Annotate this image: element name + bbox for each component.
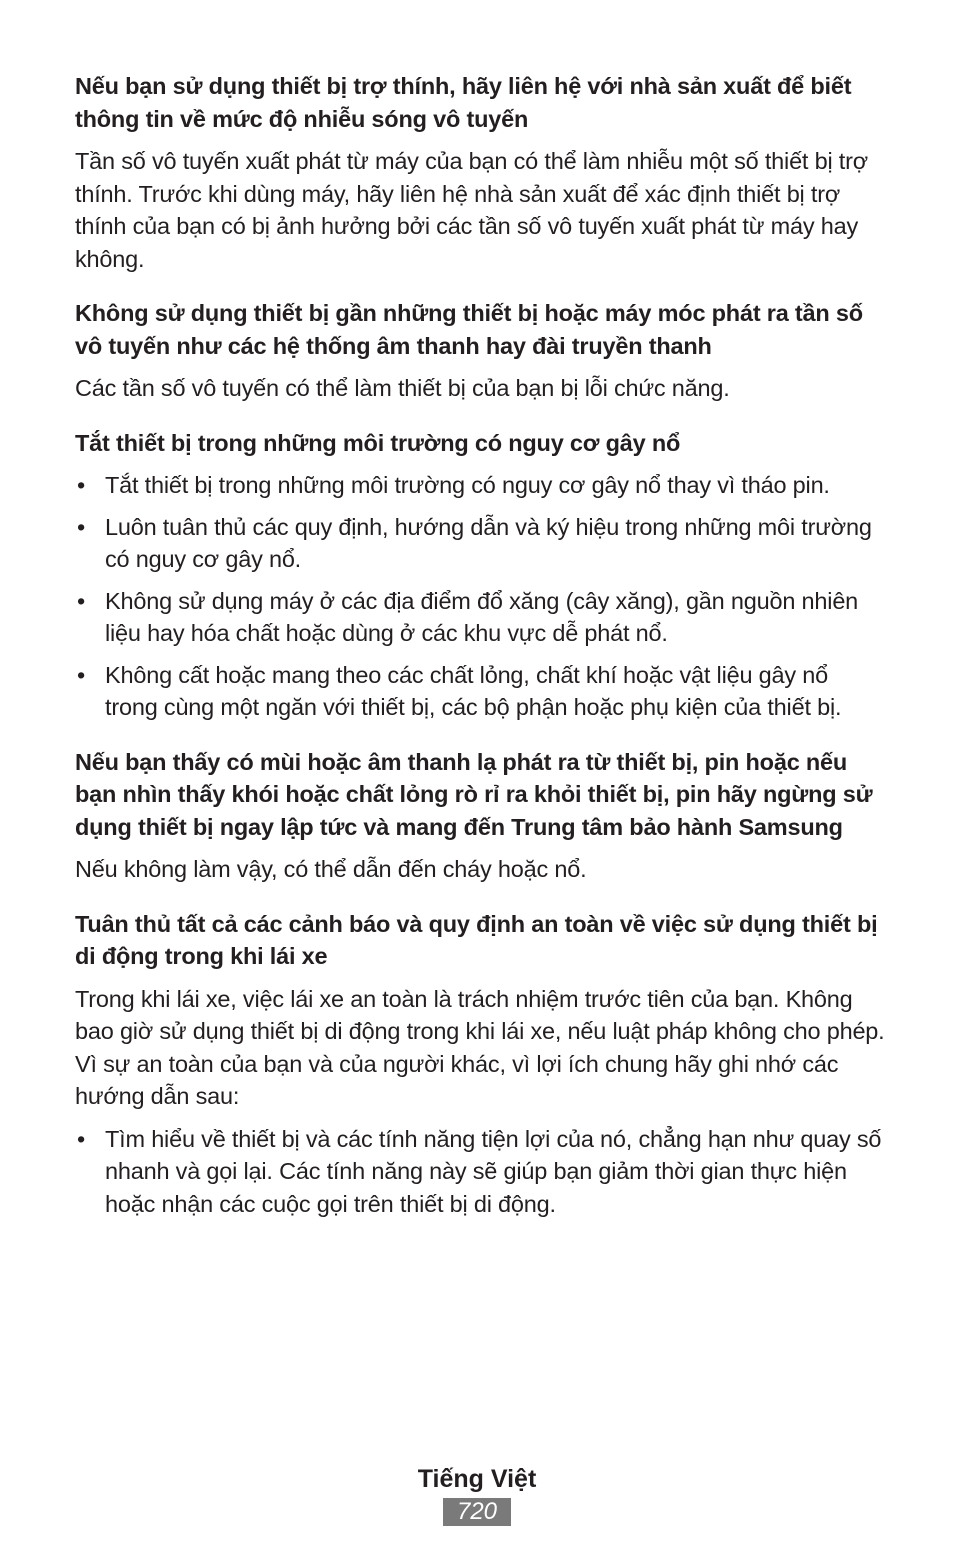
footer-language: Tiếng Việt <box>417 1465 537 1493</box>
page-number-badge: 720 <box>443 1498 511 1526</box>
page-footer <box>0 1462 954 1526</box>
bullet-icon: • <box>77 1125 86 1152</box>
bullet-list <box>75 469 885 724</box>
list-item-text: Không cất hoặc mang theo các chất lỏng, chất khí hoặc vật liệu gây nổ trong cùng một ngăn với thiết bị, các bộ phận hoặc phụ kiện của thiết bị. <box>105 661 842 720</box>
section-heading: Nếu bạn sử dụng thiết bị trợ thính, hãy liên hệ với nhà sản xuất để biết thông tin về mức độ nhiễu sóng vô tuyến <box>75 73 852 132</box>
list-item-text: Không sử dụng máy ở các địa điểm đổ xăng (cây xăng), gần nguồn nhiên liệu hay hóa chất hoặc dùng ở các khu vực dễ phát nổ. <box>105 587 859 646</box>
section-driving-safety <box>75 908 885 1221</box>
section-paragraph: Nếu không làm vậy, có thể dẫn đến cháy hoặc nổ. <box>75 856 587 882</box>
bullet-icon: • <box>77 661 86 688</box>
bullet-list <box>75 1123 885 1221</box>
section-radio-devices <box>75 297 885 405</box>
bullet-icon: • <box>77 472 86 498</box>
list-item <box>75 469 885 502</box>
list-item <box>75 1123 885 1221</box>
section-heading: Nếu bạn thấy có mùi hoặc âm thanh lạ phát ra từ thiết bị, pin hoặc nếu bạn nhìn thấy khói hoặc chất lỏng rò rỉ ra khỏi thiết bị, pin hãy ngừng sử dụng thiết bị ngay lập tức và mang đến Trung tâm bảo hành Samsung <box>75 748 873 840</box>
section-explosive-environments <box>75 427 885 724</box>
bullet-icon: • <box>77 513 86 540</box>
document-body <box>75 70 885 1242</box>
section-paragraph: Trong khi lái xe, việc lái xe an toàn là trách nhiệm trước tiên của bạn. Không bao giờ sử dụng thiết bị di động trong khi lái xe, nếu luật pháp không cho phép. Vì sự an toàn của bạn và của người khác, vì lợi ích chung hãy ghi nhớ các hướng dẫn sau: <box>75 985 885 1109</box>
section-heading: Tắt thiết bị trong những môi trường có nguy cơ gây nổ <box>75 429 681 456</box>
section-heading: Không sử dụng thiết bị gần những thiết bị hoặc máy móc phát ra tần số vô tuyến như các hệ thống âm thanh hay đài truyền thanh <box>75 300 863 359</box>
section-hearing-aid <box>75 70 885 275</box>
list-item-text: Tắt thiết bị trong những môi trường có nguy cơ gây nổ thay vì tháo pin. <box>105 472 830 498</box>
list-item <box>75 659 885 724</box>
list-item <box>75 585 885 650</box>
section-smell-smoke <box>75 746 885 886</box>
section-paragraph: Tần số vô tuyến xuất phát từ máy của bạn có thể làm nhiễu một số thiết bị trợ thính. Trước khi dùng máy, hãy liên hệ nhà sản xuất để xác định thiết bị trợ thính của bạn có bị ảnh hưởng bởi các tần số vô tuyến xuất phát từ máy hay không. <box>75 148 868 272</box>
bullet-icon: • <box>77 587 86 614</box>
section-heading: Tuân thủ tất cả các cảnh báo và quy định an toàn về việc sử dụng thiết bị di động trong khi lái xe <box>75 910 878 969</box>
list-item <box>75 511 885 576</box>
list-item-text: Tìm hiểu về thiết bị và các tính năng tiện lợi của nó, chẳng hạn như quay số nhanh và gọi lại. Các tính năng này sẽ giúp bạn giảm thời gian thực hiện hoặc nhận các cuộc gọi trên thiết bị di động. <box>105 1125 882 1217</box>
list-item-text: Luôn tuân thủ các quy định, hướng dẫn và ký hiệu trong những môi trường có nguy cơ gây nổ. <box>105 513 872 572</box>
section-paragraph: Các tần số vô tuyến có thể làm thiết bị của bạn bị lỗi chức năng. <box>75 375 730 401</box>
